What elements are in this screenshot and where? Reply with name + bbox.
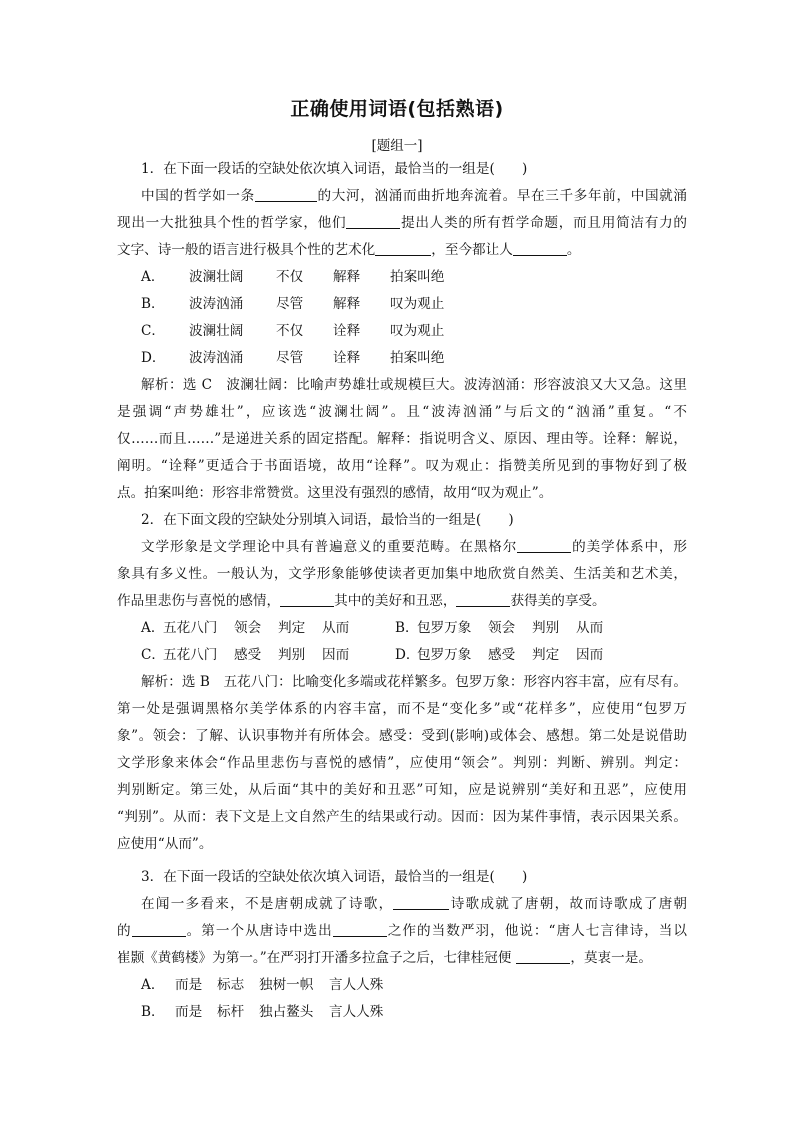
option-word: 言人人殊	[329, 977, 384, 993]
passage-text: 诗歌成就了唐朝，故而诗歌成了唐朝	[449, 896, 688, 912]
q2-passage-line	[141, 537, 687, 557]
option-word: 而是	[175, 1004, 203, 1020]
option-letter: C．	[141, 323, 165, 339]
passage-text: ，至今都让人	[431, 242, 513, 258]
option-word: 从而	[322, 620, 350, 636]
passage-text: 。	[566, 242, 581, 258]
blank	[375, 241, 431, 256]
option-word: 波澜壮阔	[189, 269, 244, 285]
option-word: 不仅	[276, 269, 304, 285]
passage-text: 的大河，汹涌而曲折地奔流着。早在三千多年前，中国就涌	[316, 188, 688, 204]
option-word: 诠释	[333, 323, 361, 339]
option-word: 感受	[234, 647, 262, 663]
q3-passage-line	[141, 894, 687, 914]
option-letter: D．	[395, 647, 420, 663]
option-word: 尽管	[276, 350, 304, 366]
blank	[255, 187, 317, 202]
option-word: 从而	[576, 620, 604, 636]
option-letter: D．	[141, 350, 166, 366]
option-letter: A．	[141, 620, 165, 636]
option-word: 言人人殊	[329, 1004, 384, 1020]
option-word: 波涛汹涌	[189, 296, 244, 312]
q1-analysis-line: 点。拍案叫绝：形容非常赞赏。这里没有强烈的感情，故用“叹为观止”。	[117, 485, 553, 501]
q2-analysis-line: 判别断定。第三处，从后面“其中的美好和丑恶”可知，应是说辨别“美好和丑恶”，应使用	[117, 782, 687, 798]
q2-passage-line	[117, 591, 606, 611]
option-d[interactable]	[395, 645, 685, 665]
option-word: 判别	[532, 620, 560, 636]
option-a[interactable]	[141, 267, 470, 287]
q2-stem: 2．在下面文段的空缺处分别填入词语，最恰当的一组是( )	[141, 512, 514, 528]
q2-analysis-line: 象”。领会：了解、认识事物并有所体会。感受：受到(影响)或体会、感想。第二处是说借助	[117, 728, 687, 744]
q2-passage-line: 象具有多义性。一般认为，文学形象能够使读者更加集中地欣赏自然美、生活美和艺术美，	[117, 566, 687, 582]
q3-passage-line	[117, 921, 687, 941]
q3-passage-line	[117, 948, 652, 968]
passage-text: 。第一个从唐诗中选出	[185, 923, 333, 939]
option-letter: B．	[395, 620, 419, 636]
q1-stem: 1．在下面一段话的空缺处依次填入词语，最恰当的一组是( )	[141, 161, 528, 177]
option-word: 解释	[333, 296, 361, 312]
passage-text: 之作的当数严羽，他说：“唐人七言律诗，当以	[386, 923, 688, 939]
q1-passage-line	[117, 213, 687, 233]
passage-text: 现出一大批独具个性的哲学家，他们	[117, 215, 347, 231]
passage-text: 其中的美好和丑恶，	[334, 593, 457, 609]
q1-analysis-line: 仅……而且……”是递进关系的固定搭配。解释：指说明含义、原因、理由等。诠释：解说，	[117, 431, 687, 447]
option-word: 不仅	[276, 323, 304, 339]
option-word: 拍案叫绝	[390, 350, 445, 366]
option-word: 包罗万象	[417, 620, 472, 636]
option-word: 判别	[278, 647, 306, 663]
q1-analysis-line: 解析：选 C 波澜壮阔：比喻声势雄壮或规模巨大。波涛汹涌：形容波浪又大又急。这里	[141, 377, 687, 393]
passage-text: 的	[117, 923, 132, 939]
option-word: 判定	[532, 647, 560, 663]
q2-analysis-line: 第一处是强调黑格尔美学体系的内容丰富，而不是“变化多”或“花样多”，应使用“包罗万	[117, 701, 687, 717]
q2-options-row	[141, 618, 685, 638]
option-word: 领会	[488, 620, 516, 636]
passage-text: ，莫衷一是。	[570, 950, 652, 966]
q1-passage-line	[117, 240, 580, 260]
q1-passage-line	[141, 186, 687, 206]
option-word: 因而	[322, 647, 350, 663]
option-letter: A．	[141, 977, 165, 993]
q2-options-row	[141, 645, 685, 665]
blank	[333, 922, 387, 937]
option-letter: B．	[141, 296, 165, 312]
passage-text: 文字、诗一般的语言进行极具个性的艺术化	[117, 242, 376, 258]
page-title: 正确使用词语(包括熟语)	[290, 98, 504, 120]
option-letter: B．	[141, 1004, 165, 1020]
option-word: 诠释	[333, 350, 361, 366]
group-label: [题组一]	[371, 138, 423, 154]
q2-analysis-line: “判别”。从而：表下文是上文自然产生的结果或行动。因而：因为某件事情，表示因果关系。	[117, 809, 687, 825]
option-word: 五花八门	[163, 647, 218, 663]
blank	[132, 922, 186, 937]
q3-stem: 3．在下面一段话的空缺处依次填入词语，最恰当的一组是( )	[141, 869, 528, 885]
option-word: 判定	[278, 620, 306, 636]
passage-text: 在闻一多看来，不是唐朝成就了诗歌，	[141, 896, 394, 912]
passage-text: 作品里悲伤与喜悦的感情，	[117, 593, 281, 609]
option-b[interactable]	[141, 294, 470, 314]
option-a[interactable]	[141, 975, 409, 995]
q2-analysis-line: 解析：选 B 五花八门：比喻变化多端或花样繁多。包罗万象：形容内容丰富，应有尽有。	[141, 674, 687, 690]
option-word: 叹为观止	[390, 323, 445, 339]
q1-analysis-line: 阐明。“诠释”更适合于书面语境，故用“诠释”。叹为观止：指赞美所见到的事物好到了极	[117, 458, 687, 474]
option-word: 标杆	[217, 1004, 245, 1020]
option-word: 领会	[234, 620, 262, 636]
option-word: 独占鳌头	[259, 1004, 314, 1020]
option-b[interactable]	[395, 618, 685, 638]
blank	[393, 895, 449, 910]
option-word: 因而	[576, 647, 604, 663]
option-c[interactable]	[141, 645, 395, 665]
option-word: 感受	[488, 647, 516, 663]
blank	[456, 592, 510, 607]
blank	[346, 214, 400, 229]
option-a[interactable]	[141, 618, 395, 638]
blank	[513, 241, 567, 256]
option-word: 包罗万象	[417, 647, 472, 663]
passage-text: 中国的哲学如一条	[141, 188, 255, 204]
option-letter: A．	[141, 269, 165, 285]
option-d[interactable]	[141, 348, 470, 368]
passage-text: 崔颢《黄鹤楼》为第一。”在严羽打开潘多拉盒子之后，七律桂冠便	[117, 950, 512, 966]
blank	[516, 949, 570, 964]
option-b[interactable]	[141, 1002, 409, 1022]
option-word: 波涛汹涌	[189, 350, 244, 366]
passage-text: 的美学体系中，形	[571, 539, 687, 555]
option-word: 独树一帜	[259, 977, 314, 993]
option-word: 尽管	[276, 296, 304, 312]
option-word: 而是	[175, 977, 203, 993]
option-word: 五花八门	[163, 620, 218, 636]
option-word: 叹为观止	[390, 296, 445, 312]
blank	[517, 538, 571, 553]
option-word: 拍案叫绝	[390, 269, 445, 285]
option-word: 解释	[333, 269, 361, 285]
option-word: 波澜壮阔	[189, 323, 244, 339]
blank	[280, 592, 334, 607]
q2-analysis-line: 应使用“从而”。	[117, 836, 213, 852]
passage-text: 获得美的享受。	[510, 593, 606, 609]
q1-analysis-line: 是强调“声势雄壮”，应该选“波澜壮阔”。且“波涛汹涌”与后文的“汹涌”重复。“不	[117, 404, 687, 420]
option-word: 标志	[217, 977, 245, 993]
option-letter: C．	[141, 647, 165, 663]
passage-text: 提出人类的所有哲学命题，而且用简洁有力的	[400, 215, 688, 231]
passage-text: 文学形象是文学理论中具有普遍意义的重要范畴。在黑格尔	[141, 539, 518, 555]
q2-analysis-line: 文学形象来体会“作品里悲伤与喜悦的感情”，应使用“领会”。判别：判断、辨别。判定：	[117, 755, 687, 771]
option-c[interactable]	[141, 321, 470, 341]
